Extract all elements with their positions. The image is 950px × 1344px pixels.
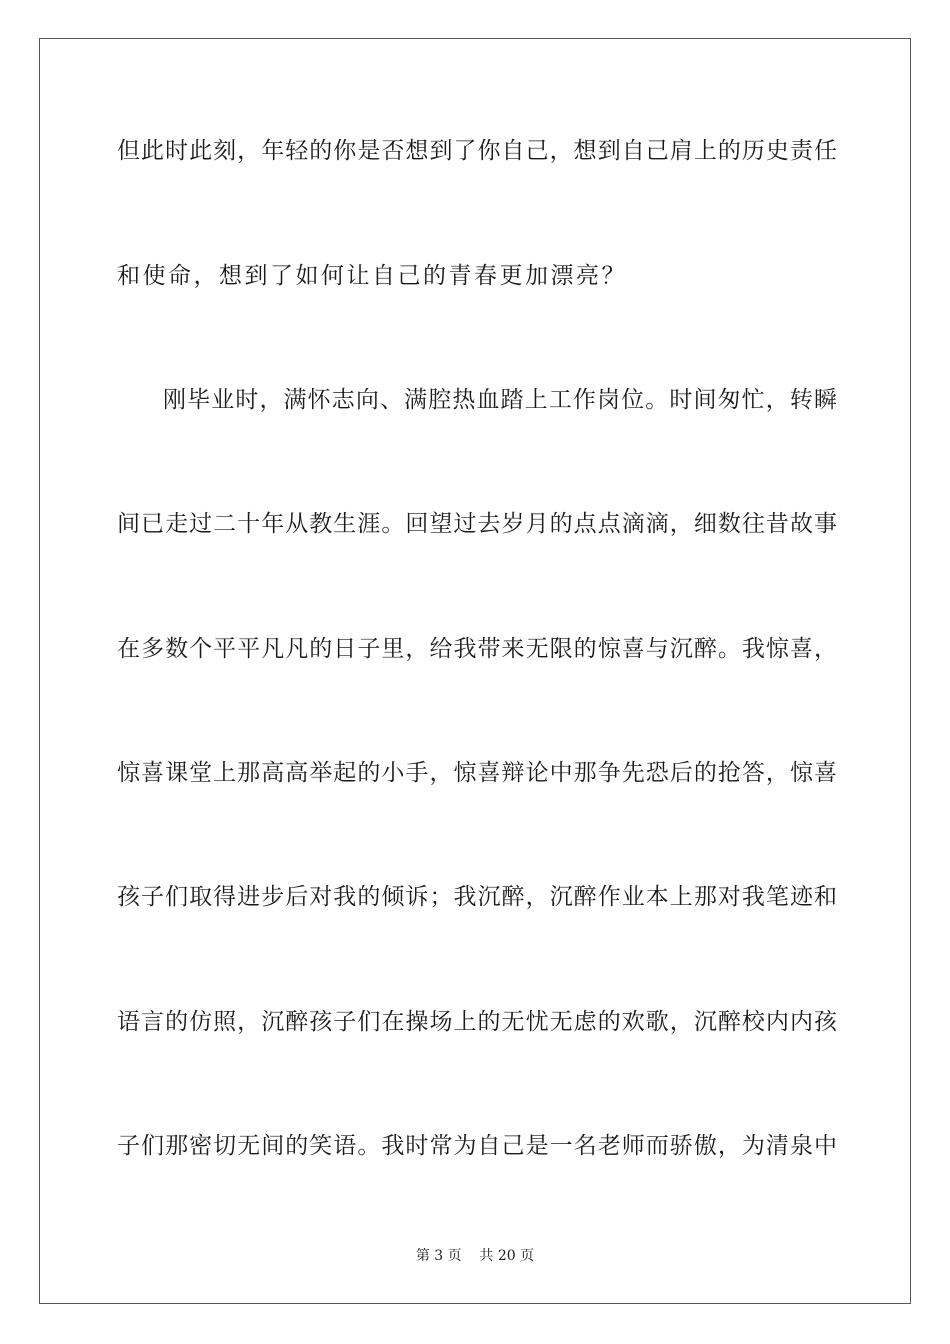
page-number-footer: 第 3 页 共 20 页: [415, 1248, 535, 1264]
paragraph-line: 刚毕业时，满怀志向、满腔热血踏上工作岗位。时间匆忙，转瞬: [163, 387, 837, 413]
paragraph-line: 和使命，想到了如何让自己的青春更加漂亮？: [117, 263, 627, 289]
paragraph-line: 子们那密切无间的笑语。我时常为自己是一名老师而骄傲，为清泉中: [117, 1133, 837, 1159]
paragraph-line: 惊喜课堂上那高高举起的小手，惊喜辩论中那争先恐后的抢答，惊喜: [117, 760, 837, 786]
paragraph-line: 语言的仿照，沉醉孩子们在操场上的无忧无虑的欢歌，沉醉校内内孩: [117, 1009, 837, 1035]
paragraph-line: 孩子们取得进步后对我的倾诉；我沉醉，沉醉作业本上那对我笔迹和: [117, 884, 837, 910]
paragraph-line: 间已走过二十年从教生涯。回望过去岁月的点点滴滴，细数往昔故事: [117, 511, 837, 537]
paragraph-line: 但此时此刻，年轻的你是否想到了你自己，想到自己肩上的历史责任: [117, 138, 837, 164]
paragraph-line: 在多数个平平凡凡的日子里，给我带来无限的惊喜与沉醉。我惊喜，: [117, 636, 837, 662]
page-border: [39, 38, 911, 1304]
